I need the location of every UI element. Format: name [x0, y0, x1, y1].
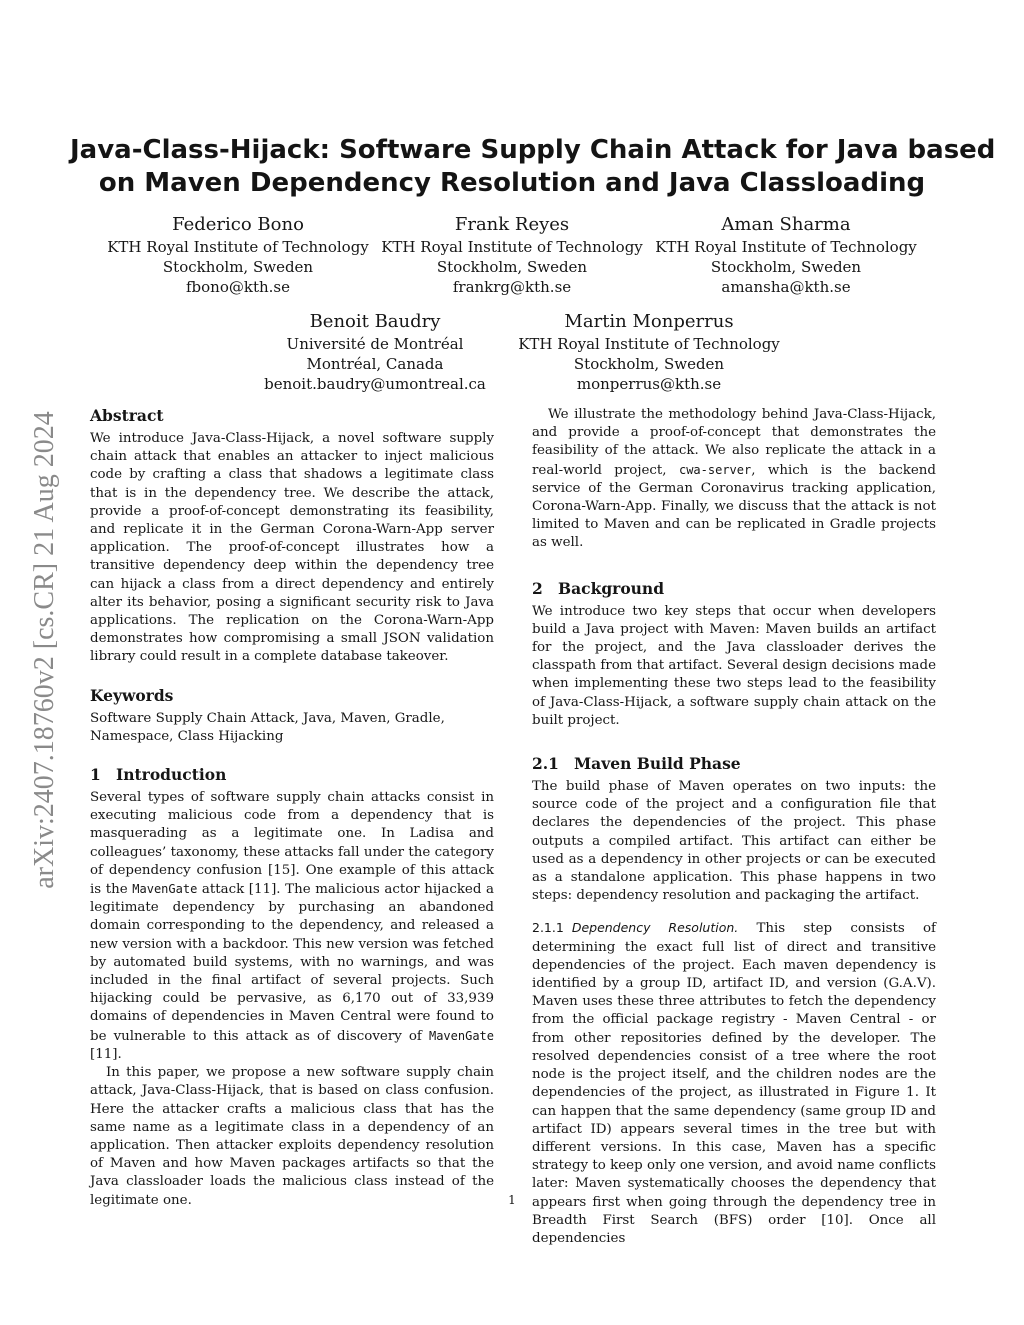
author-location: Stockholm, Sweden	[573, 355, 725, 373]
subsubsection-number: 2.1.1	[532, 920, 564, 936]
author-affiliation: KTH Royal Institute of Technology	[107, 238, 369, 256]
author-email: monperrus@kth.se	[576, 375, 722, 393]
author-location: Stockholm, Sweden	[710, 258, 862, 276]
author-email: frankrg@kth.se	[452, 278, 572, 296]
page-number: 1	[508, 1193, 516, 1207]
maven-build-phase-heading	[532, 754, 936, 774]
paper-title-line-1: Java-Class-Hijack: Software Supply Chain Attack for Java based	[70, 135, 996, 165]
keywords-text: Software Supply Chain Attack, Java, Maven, Gradle, Namespace, Class Hijacking	[90, 710, 445, 744]
author-name: Benoit Baudry	[309, 311, 441, 332]
author-block-federico-bono	[88, 214, 388, 297]
author-block-martin-monperrus	[499, 311, 799, 394]
subsubsection-heading	[532, 920, 738, 935]
author-block-frank-reyes	[362, 214, 662, 297]
author-block-aman-sharma	[636, 214, 936, 297]
keywords-heading: Keywords	[90, 685, 174, 705]
arxiv-identifier-text: arXiv:2407.18760v2 [cs.CR] 21 Aug 2024	[29, 411, 60, 889]
author-email: fbono@kth.se	[186, 278, 290, 296]
right-p1-part-a: We illustrate the methodology behind Java-Class-Hijack, and provide a proof-of-concept that demonstrates the feasibility of the attack. We also replicate the attack in a real-world project,	[532, 407, 936, 478]
right-p1-part-b: , which is the backend service of the German Coronavirus tracking application, Corona-Warn-App. Finally, we discuss that the attack is not limited to Maven and can be replicated in Gradle projects as well.	[532, 462, 936, 551]
dependency-resolution-text: This step consists of determining the exact full list of direct and transitive dependencies of the project. Each maven dependency is identified by a group ID, artifact ID, and version (G.A.V). Maven uses these three attributes to fetch the dependency from the official package registry - Maven Central - or from other repositories defined by the developer. The resolved dependencies consist of a tree where the root node is the project itself, and the children nodes are the dependencies of the project, as illustrated in Figure 1. It can happen that the same dependency (same group ID and artifact ID) appears several times in the tree but with different versions. In this case, Maven has a specific strategy to keep only one version, and avoid name conflicts later: Maven systematically chooses the dependency that appears first when going through the dependency tree in Breadth First Search (BFS) order [10]. Once all dependencies	[532, 921, 936, 1246]
abstract-text: We introduce Java-Class-Hijack, a novel software supply chain attack that enables an attacker to inject malicious code by crafting a class that shadows a legitimate class that is in the dependency tree. We describe the attack, provide a proof-of-concept demonstrating its feasibility, and replicate it in the German Corona-Warn-App server application. The proof-of-concept illustrates how a transitive dependency deep within the dependency tree can hijack a class from a direct dependency and entirely alter its behavior, posing a significant security risk to Java applications. The replication on the Corona-Warn-App demonstrates how compromising a small JSON validation library could result in a complete database takeover.	[90, 431, 494, 665]
right-intro-paragraph	[532, 406, 936, 553]
cwa-server-code: cwa-server	[678, 462, 752, 477]
author-affiliation: KTH Royal Institute of Technology	[518, 335, 780, 353]
section-number: 2.1	[532, 754, 559, 774]
intro-p1-part-c: [11].	[90, 1046, 122, 1062]
author-affiliation: Université de Montréal	[286, 335, 464, 353]
section-title: Introduction	[116, 765, 227, 785]
mavengate-code: MavenGate	[132, 882, 198, 897]
author-location: Stockholm, Sweden	[162, 258, 314, 276]
background-text: We introduce two key steps that occur when developers build a Java project with Maven: Maven builds an artifact for the project, and the Java classloader derives the classpath from that artifact. Several design decisions made when implementing these two steps lead to the feasibility of Java-Class-Hijack, a software supply chain attack on the built project.	[532, 603, 936, 728]
author-affiliation: KTH Royal Institute of Technology	[655, 238, 917, 256]
intro-paragraph-2: In this paper, we propose a new software supply chain attack, Java-Class-Hijack, that is based on class confusion. Here the attacker crafts a malicious class that has the same name as a legitimate class in a dependency of an application. Then attacker exploits dependency resolution of Maven and how Maven packages artifacts so that the Java classloader loads the malicious class instead of the legitimate one.	[90, 1065, 494, 1208]
author-name: Martin Monperrus	[564, 311, 734, 332]
left-column	[90, 406, 494, 1210]
author-location: Stockholm, Sweden	[436, 258, 588, 276]
abstract-heading: Abstract	[90, 406, 164, 425]
author-block-benoit-baudry	[225, 311, 525, 394]
author-location: Montréal, Canada	[306, 355, 444, 373]
author-email: amansha@kth.se	[721, 278, 851, 296]
introduction-heading	[90, 765, 494, 785]
intro-paragraph-1	[90, 789, 494, 1064]
author-name: Aman Sharma	[721, 214, 851, 235]
author-affiliation: KTH Royal Institute of Technology	[381, 238, 643, 256]
arxiv-identifier	[20, 350, 70, 950]
paper-title-line-2: on Maven Dependency Resolution and Java Classloading	[98, 168, 926, 198]
right-column	[532, 406, 936, 1248]
paper-title	[70, 134, 996, 200]
section-title: Maven Build Phase	[574, 754, 741, 774]
maven-build-phase-text: The build phase of Maven operates on two inputs: the source code of the project and a configuration file that declares the dependencies of the project. This phase outputs a compiled artifact. This artifact can either be used as a dependency in other projects or can be executed as a standalone application. This phase happens in two steps: dependency resolution and packaging the artifact.	[532, 779, 936, 904]
intro-p1-part-b: attack [11]. The malicious actor hijacked a legitimate dependency by purchasing an abandoned domain corresponding to the dependency, and released a new version with a backdoor. This new version was fetched by automated build systems, with no warnings, and was included in the final artifact of several projects. Such hijacking could be pervasive, as 6,170 out of 33,939 domains of dependencies in Maven Central were found to be vulnerable to this attack as of discovery of	[90, 882, 494, 1044]
subsubsection-title: Dependency Resolution.	[571, 920, 739, 936]
author-name: Frank Reyes	[454, 214, 570, 235]
section-number: 2	[532, 578, 543, 598]
mavengate-code: MavenGate	[428, 1028, 494, 1043]
section-title: Background	[558, 578, 665, 598]
section-number: 1	[90, 765, 101, 785]
intro-p1-part-a: Several types of software supply chain attacks consist in executing malicious code from a dependency that is masquerading as a legitimate one. In Ladisa and colleagues’ taxonomy, these attacks fall under the category of dependency confusion [15]. One example of this attack is the	[90, 790, 494, 898]
background-heading	[532, 579, 936, 599]
author-name: Federico Bono	[172, 214, 304, 235]
author-email: benoit.baudry@umontreal.ca	[264, 375, 486, 393]
